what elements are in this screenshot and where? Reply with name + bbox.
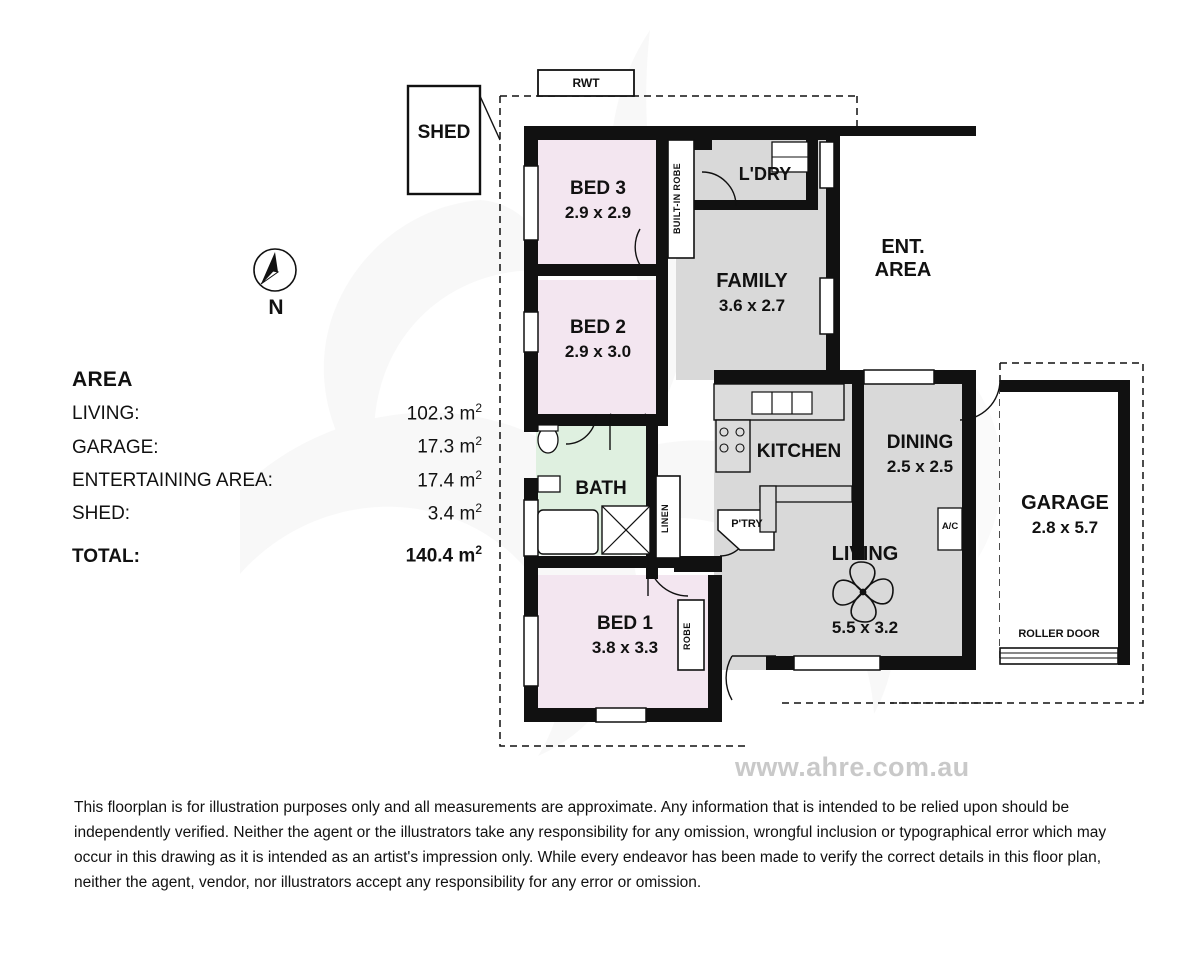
room-name-shed: SHED <box>417 122 471 143</box>
room-dim-bed2: 2.9 x 3.0 <box>564 341 632 361</box>
room-label-dining <box>864 432 976 476</box>
area-label-garage: GARAGE: <box>72 436 159 458</box>
area-row-garage <box>72 434 482 458</box>
label-pantry: P'TRY <box>731 518 763 530</box>
room-name-bed1: BED 1 <box>597 613 653 634</box>
room-name-garage: GARAGE <box>1021 492 1109 514</box>
room-name-living: LIVING <box>831 543 899 565</box>
area-label-shed: SHED: <box>72 503 131 525</box>
area-row-total <box>72 543 482 567</box>
room-dim-bed1: 3.8 x 3.3 <box>591 637 659 657</box>
area-sup-total: 2 <box>475 543 482 558</box>
label-ac: A/C <box>941 521 959 532</box>
room-dim-bed3: 2.9 x 2.9 <box>564 202 632 222</box>
room-name-kitchen: KITCHEN <box>756 441 842 462</box>
room-name-dining: DINING <box>886 432 954 453</box>
label-roller-door: ROLLER DOOR <box>1018 628 1100 640</box>
room-label-laundry <box>712 164 818 185</box>
room-label-garage <box>1000 492 1130 538</box>
room-label-living <box>790 543 940 566</box>
room-name-ent-line2: AREA <box>874 259 932 281</box>
room-label-bath <box>546 478 656 500</box>
area-sup-garage: 2 <box>475 434 482 449</box>
area-label-total: TOTAL: <box>72 545 140 567</box>
area-row-entertaining <box>72 468 482 492</box>
room-label-family <box>676 270 828 316</box>
room-label-kitchen <box>744 441 854 463</box>
compass <box>245 250 307 320</box>
room-label-bed3 <box>538 178 658 222</box>
room-name-bed2: BED 2 <box>570 317 626 338</box>
area-sup-living: 2 <box>475 401 482 415</box>
room-label-bed2 <box>538 317 658 361</box>
room-name-laundry: L'DRY <box>738 164 792 184</box>
label-linen: LINEN <box>660 504 670 534</box>
area-row-shed <box>72 501 482 525</box>
room-name-bed3: BED 3 <box>570 178 626 199</box>
area-value-total: 140.4 $m^2$ <box>405 543 482 567</box>
room-dim-living-wrap <box>790 618 940 638</box>
room-dim-family: 3.6 x 2.7 <box>718 296 786 315</box>
room-dim-living: 5.5 x 3.2 <box>831 618 899 637</box>
area-value-garage: 17.3 $m^2$ <box>417 434 482 458</box>
area-sup-shed: 2 <box>475 500 482 515</box>
room-dim-garage: 2.8 x 5.7 <box>1031 518 1099 537</box>
area-value-entertaining: 17.4 $m^2$ <box>417 467 482 491</box>
area-sup-entertaining: 2 <box>475 467 482 482</box>
area-value-living: 102.3 $m^2$ <box>406 401 482 425</box>
room-name-family: FAMILY <box>716 270 788 292</box>
room-name-bath: BATH <box>575 478 627 499</box>
area-value-shed: 3.4 $m^2$ <box>427 500 482 525</box>
area-label-entertaining: ENTERTAINING AREA: <box>72 469 273 491</box>
disclaimer-text: This floorplan is for illustration purposes only and all measurements are approximate. Any information that is intended to be relied upon should be independently verified. Neither the agent or the illustrators take any responsibility for any omission, wrongful inclusion or typographical error which may occur in this drawing as it is intended as an artist's impression only. While every endeavor has been made to verify the correct details in this floor plan, neither the agent, vendor, nor illustrators accept any responsibility for any error or omission. <box>74 799 1107 892</box>
area-label-living: LIVING: <box>72 403 140 425</box>
area-row-living <box>72 401 482 425</box>
watermark-url: www.ahre.com.au <box>735 752 970 782</box>
room-label-shed <box>408 122 480 144</box>
label-built-in-robe: BUILT-IN ROBE <box>672 162 682 234</box>
room-label-ent-area <box>838 236 968 282</box>
area-summary <box>72 368 482 568</box>
label-rwt: RWT <box>572 76 600 90</box>
room-dim-dining: 2.5 x 2.5 <box>886 456 954 476</box>
compass-north-label: N <box>268 296 284 319</box>
area-title: AREA <box>72 368 133 391</box>
room-name-ent-line1: ENT. <box>881 236 925 258</box>
label-robe: ROBE <box>682 622 692 650</box>
